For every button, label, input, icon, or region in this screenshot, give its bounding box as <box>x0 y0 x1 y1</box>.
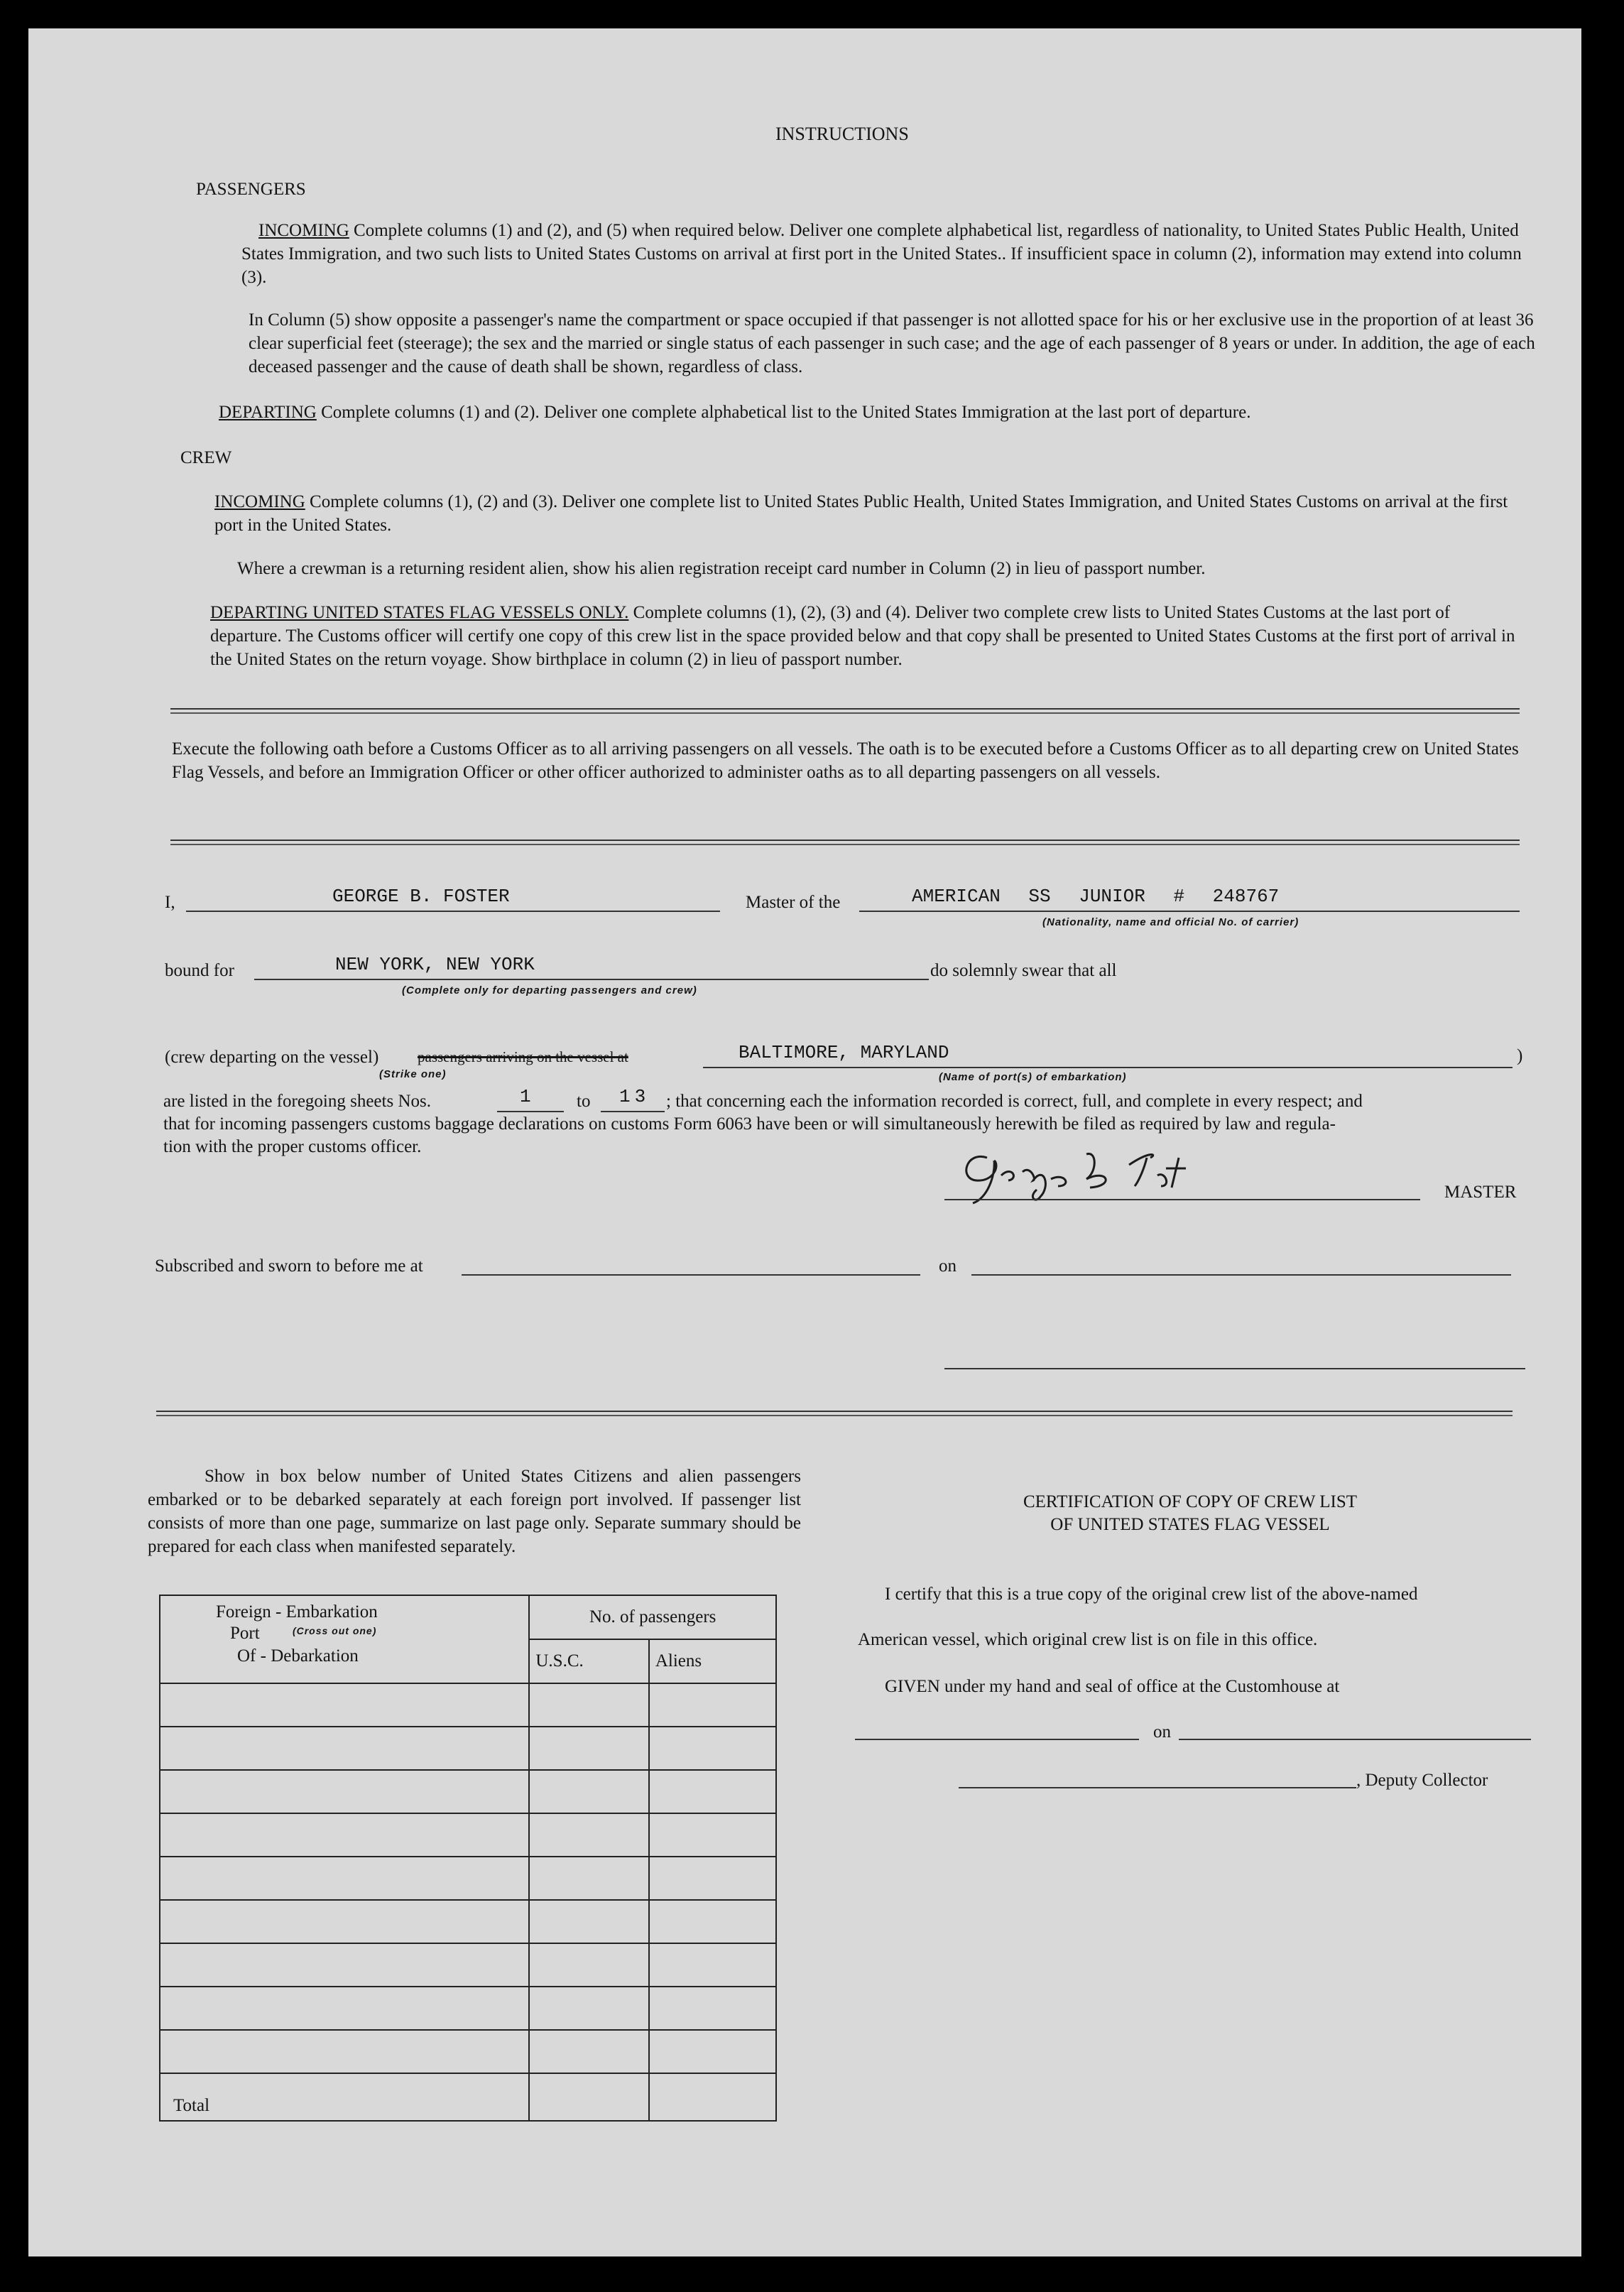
table-cell[interactable] <box>529 1813 648 1857</box>
divider <box>156 1411 1513 1416</box>
swear-text: do solemnly swear that all <box>930 961 1117 980</box>
table-row <box>160 1943 776 1987</box>
divider <box>170 708 1520 714</box>
table-cell[interactable] <box>160 1727 529 1770</box>
certify-text-2: that for incoming passengers customs baggage declarations on customs Form 6063 have been or will simultaneously herewith be filed as required by law and regula- <box>163 1114 1336 1134</box>
table-row <box>160 1857 776 1900</box>
customhouse-line[interactable] <box>855 1739 1139 1740</box>
certify-text-3: tion with the proper customs officer. <box>163 1137 422 1156</box>
oath-instructions: Execute the following oath before a Customs Officer as to all arriving passengers on all vessels. The oath is to be executed before a Customs Officer as to all departing crew on United States Flag Vessels, and before an Immigration Officer or other officer authorized to administer oaths as to all departing passengers on all vessels. <box>172 739 1519 782</box>
port-header-line1: Foreign - Embarkation <box>216 1602 378 1622</box>
passengers-incoming-label: INCOMING <box>258 221 349 240</box>
table-cell[interactable] <box>649 1900 776 1943</box>
sheet-from-field[interactable]: 1 <box>520 1086 531 1107</box>
port-header-line3: Of - Debarkation <box>237 1646 359 1666</box>
table-cell[interactable] <box>160 1987 529 2030</box>
port-line <box>703 1067 1513 1068</box>
table-cell[interactable] <box>649 1857 776 1900</box>
officer-signature-line[interactable] <box>944 1368 1525 1369</box>
table-cell[interactable] <box>529 1727 648 1770</box>
vessel-line <box>859 911 1520 912</box>
given-line: GIVEN under my hand and seal of office at the Customhouse at <box>885 1677 1340 1696</box>
total-label: Total <box>160 2073 529 2121</box>
certify-line-1: I certify that this is a true copy of the original crew list of the above-named <box>885 1585 1418 1604</box>
sheet-to-field[interactable]: 13 <box>619 1086 650 1107</box>
subscribed-on-label: on <box>939 1256 957 1276</box>
table-cell[interactable] <box>529 1857 648 1900</box>
signature-line <box>944 1199 1420 1200</box>
bound-for-line <box>254 979 929 980</box>
crew-departing-text: Complete columns (1), (2), (3) and (4). Deliver two complete crew lists to United States Customs at the last port of departure. The Customs officer will certify one copy of this crew list in the space provided below and that copy shall be presented to United States Customs at the first port of arrival in the United States on the return voyage. Show birthplace in column (2) in lieu of passport number. <box>210 603 1515 669</box>
certification-date-line[interactable] <box>1179 1739 1531 1740</box>
passengers-departing-label: DEPARTING <box>219 403 317 422</box>
table-cell[interactable] <box>529 2030 648 2073</box>
strike-caption: (Strike one) <box>379 1068 447 1080</box>
passengers-incoming-paragraph <box>241 219 1541 289</box>
table-cell[interactable] <box>529 1900 648 1943</box>
crew-departing-label: DEPARTING UNITED STATES FLAG VESSELS ONLY. <box>210 603 629 622</box>
port-field[interactable]: BALTIMORE, MARYLAND <box>739 1042 949 1063</box>
crew-incoming-paragraph <box>214 490 1514 537</box>
vessel-caption: (Nationality, name and official No. of carrier) <box>1042 916 1299 928</box>
aliens-column-header: Aliens <box>649 1639 776 1683</box>
port-caption: (Name of port(s) of embarkation) <box>939 1071 1127 1083</box>
crew-heading: CREW <box>180 448 232 467</box>
table-cell[interactable] <box>649 1987 776 2030</box>
table-cell[interactable] <box>649 1813 776 1857</box>
subscribed-date-line[interactable] <box>971 1274 1511 1276</box>
table-cell[interactable] <box>529 1683 648 1727</box>
struck-option: passengers arriving on the vessel at <box>418 1048 628 1065</box>
table-cell[interactable] <box>529 1987 648 2030</box>
table-cell[interactable] <box>160 1813 529 1857</box>
divider <box>170 840 1520 845</box>
master-signature <box>944 1136 1200 1215</box>
bound-for-field[interactable]: NEW YORK, NEW YORK <box>335 954 535 975</box>
master-name-field[interactable]: GEORGE B. FOSTER <box>332 886 510 907</box>
document-page <box>28 28 1581 2256</box>
passengers-column-header: No. of passengers <box>529 1595 776 1639</box>
vessel-field[interactable]: AMERICAN SS JUNIOR # 248767 <box>912 886 1280 907</box>
certification-on-label: on <box>1153 1722 1171 1742</box>
table-cell[interactable] <box>160 2030 529 2073</box>
port-header-line2 <box>166 1623 523 1646</box>
deputy-collector-line[interactable] <box>959 1787 1356 1788</box>
passengers-departing-paragraph <box>219 401 1539 424</box>
table-row <box>160 1770 776 1813</box>
deputy-collector-label: , Deputy Collector <box>1356 1771 1488 1790</box>
table-cell[interactable] <box>529 1943 648 1987</box>
master-of-label: Master of the <box>746 893 841 912</box>
bound-for-label: bound for <box>165 961 234 980</box>
certification-heading-1: CERTIFICATION OF COPY OF CREW LIST <box>1023 1492 1358 1511</box>
table-cell[interactable] <box>529 1770 648 1813</box>
table-cell[interactable] <box>649 1770 776 1813</box>
total-row <box>160 2073 776 2121</box>
passengers-departing-text: Complete columns (1) and (2). Deliver one complete alphabetical list to the United States Immigration at the last port of departure. <box>321 403 1251 422</box>
close-paren: ) <box>1517 1046 1523 1065</box>
total-usc-cell[interactable] <box>529 2073 648 2121</box>
table-cell[interactable] <box>160 1857 529 1900</box>
table-row <box>160 1813 776 1857</box>
crew-departing-paragraph <box>210 601 1524 671</box>
passenger-summary-table <box>159 1595 777 2122</box>
sheets-label: are listed in the foregoing sheets Nos. <box>163 1092 431 1111</box>
passengers-incoming-text: Complete columns (1) and (2), and (5) when required below. Deliver one complete alphabetical list, regardless of nationality, to United States Public Health, United States Immigration, and two such lists to United States Customs on arrival at first port in the United States.. If insufficient space in column (2), information may extend into column (3). <box>241 221 1522 287</box>
table-row <box>160 2030 776 2073</box>
subscribed-label: Subscribed and sworn to before me at <box>155 1256 423 1276</box>
total-aliens-cell[interactable] <box>649 2073 776 2121</box>
table-cell[interactable] <box>649 1943 776 1987</box>
table-cell[interactable] <box>649 1727 776 1770</box>
port-header-port: Port <box>230 1624 260 1643</box>
table-cell[interactable] <box>160 1770 529 1813</box>
certify-line-2: American vessel, which original crew list is on file in this office. <box>858 1630 1318 1649</box>
page-title: INSTRUCTIONS <box>775 124 909 144</box>
bound-for-caption: (Complete only for departing passengers and crew) <box>402 984 697 996</box>
crew-departing-label: (crew departing on the vessel) <box>165 1048 379 1067</box>
certification-heading-2: OF UNITED STATES FLAG VESSEL <box>1050 1515 1330 1534</box>
table-cell[interactable] <box>160 1900 529 1943</box>
passengers-heading: PASSENGERS <box>196 180 306 199</box>
to-label: to <box>577 1092 591 1111</box>
subscribed-place-line[interactable] <box>462 1274 920 1276</box>
usc-column-header: U.S.C. <box>529 1639 648 1683</box>
port-column-header <box>160 1595 529 1683</box>
table-cell[interactable] <box>160 1943 529 1987</box>
master-label: MASTER <box>1444 1183 1517 1202</box>
master-name-line <box>186 911 720 912</box>
oath-i-label: I, <box>165 893 175 912</box>
table-row <box>160 1727 776 1770</box>
table-cell[interactable] <box>160 1683 529 1727</box>
passengers-column5-text: In Column (5) show opposite a passenger's name the compartment or space occupied if that passenger is not allotted space for his or her exclusive use in the proportion of at least 36 clear superficial feet (steerage); the sex and the married or single status of each passenger in such case; and the age of each passenger of 8 years or under. In addition, the age of each deceased passenger and the cause of death shall be shown, regardless of class. <box>249 310 1535 376</box>
table-cell[interactable] <box>649 2030 776 2073</box>
cross-out-caption: (Cross out one) <box>292 1625 377 1636</box>
crew-incoming-label: INCOMING <box>214 492 305 511</box>
crew-incoming-text: Complete columns (1), (2) and (3). Deliver one complete list to United States Public Health, United States Immigration, and United States Customs on arrival at the first port in the United States. <box>214 492 1508 535</box>
table-row <box>160 1900 776 1943</box>
summary-instructions: Show in box below number of United States Citizens and alien passengers embarked or to be debarked separately at each foreign port involved. If passenger list consists of more than one page, summarize on last page only. Separate summary should be prepared for each class when manifested separately. <box>148 1467 801 1556</box>
crew-resident-text: Where a crewman is a returning resident alien, show his alien registration receipt card number in Column (2) in lieu of passport number. <box>237 559 1206 578</box>
table-row <box>160 1683 776 1727</box>
table-row <box>160 1987 776 2030</box>
table-cell[interactable] <box>649 1683 776 1727</box>
certify-text-1: ; that concerning each the information recorded is correct, full, and complete in every respect; and <box>666 1092 1363 1111</box>
